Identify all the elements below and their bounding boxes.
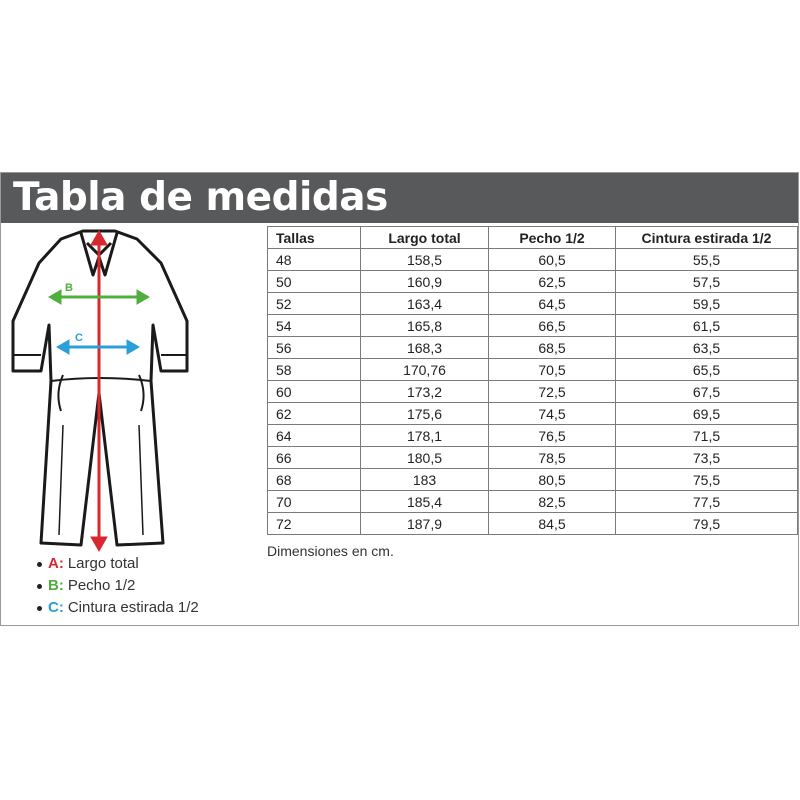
table-cell: 72,5	[489, 381, 616, 403]
table-row	[268, 337, 798, 359]
table-cell: 70	[268, 491, 361, 513]
label-b: B	[65, 282, 73, 294]
column-header: Pecho 1/2	[489, 227, 616, 249]
table-cell: 55,5	[616, 249, 798, 271]
table-cell: 68,5	[489, 337, 616, 359]
bullet-icon	[37, 562, 42, 567]
legend	[37, 553, 199, 619]
legend-label: Pecho 1/2	[67, 577, 136, 594]
table-cell: 60	[268, 381, 361, 403]
table-cell: 84,5	[489, 513, 616, 535]
table-cell: 60,5	[489, 249, 616, 271]
title-bar	[1, 173, 798, 223]
table-row	[268, 315, 798, 337]
table-cell: 82,5	[489, 491, 616, 513]
column-header: Cintura estirada 1/2	[616, 227, 798, 249]
page-title: Tabla de medidas	[13, 175, 388, 220]
arrow-a-icon	[91, 231, 107, 551]
table-cell: 163,4	[361, 293, 489, 315]
table-cell: 67,5	[616, 381, 798, 403]
table-cell: 185,4	[361, 491, 489, 513]
bullet-icon	[37, 606, 42, 611]
table-cell: 77,5	[616, 491, 798, 513]
table-cell: 65,5	[616, 359, 798, 381]
table-row	[268, 381, 798, 403]
units-note: Dimensiones en cm.	[267, 543, 394, 559]
table-cell: 183	[361, 469, 489, 491]
table-cell: 57,5	[616, 271, 798, 293]
legend-label: Cintura estirada 1/2	[67, 599, 199, 616]
legend-key: C:	[48, 599, 64, 616]
table-cell: 66,5	[489, 315, 616, 337]
table-cell: 173,2	[361, 381, 489, 403]
legend-item-c	[37, 597, 199, 619]
table-cell: 74,5	[489, 403, 616, 425]
table-row	[268, 403, 798, 425]
table-row	[268, 469, 798, 491]
size-table	[267, 226, 798, 535]
table-cell: 80,5	[489, 469, 616, 491]
table-cell: 64	[268, 425, 361, 447]
table-row	[268, 491, 798, 513]
table-row	[268, 359, 798, 381]
coverall-diagram	[3, 225, 199, 555]
table-cell: 170,76	[361, 359, 489, 381]
table-cell: 165,8	[361, 315, 489, 337]
table-cell: 54	[268, 315, 361, 337]
table-row	[268, 447, 798, 469]
table-cell: 178,1	[361, 425, 489, 447]
table-cell: 160,9	[361, 271, 489, 293]
column-header: Tallas	[268, 227, 361, 249]
table-cell: 56	[268, 337, 361, 359]
legend-item-b	[37, 575, 199, 597]
table-cell: 79,5	[616, 513, 798, 535]
table-row	[268, 271, 798, 293]
table-cell: 78,5	[489, 447, 616, 469]
legend-item-a	[37, 553, 199, 575]
table-cell: 70,5	[489, 359, 616, 381]
table-cell: 69,5	[616, 403, 798, 425]
legend-label: Largo total	[67, 555, 139, 572]
table-row	[268, 249, 798, 271]
table-cell: 158,5	[361, 249, 489, 271]
table-cell: 52	[268, 293, 361, 315]
table-cell: 72	[268, 513, 361, 535]
table-body	[268, 249, 798, 535]
legend-key: A:	[48, 555, 64, 572]
table-cell: 168,3	[361, 337, 489, 359]
table-cell: 63,5	[616, 337, 798, 359]
table-row	[268, 513, 798, 535]
table-cell: 68	[268, 469, 361, 491]
table-cell: 66	[268, 447, 361, 469]
size-chart-card	[0, 172, 799, 626]
table-cell: 187,9	[361, 513, 489, 535]
table-cell: 48	[268, 249, 361, 271]
legend-key: B:	[48, 577, 64, 594]
table-cell: 61,5	[616, 315, 798, 337]
table-cell: 175,6	[361, 403, 489, 425]
table-cell: 59,5	[616, 293, 798, 315]
table-cell: 71,5	[616, 425, 798, 447]
table-cell: 76,5	[489, 425, 616, 447]
label-c: C	[75, 332, 83, 344]
table-header-row	[268, 227, 798, 249]
table-cell: 180,5	[361, 447, 489, 469]
table-cell: 75,5	[616, 469, 798, 491]
table-cell: 62	[268, 403, 361, 425]
table-cell: 64,5	[489, 293, 616, 315]
table-row	[268, 293, 798, 315]
column-header: Largo total	[361, 227, 489, 249]
table-cell: 62,5	[489, 271, 616, 293]
table-cell: 58	[268, 359, 361, 381]
bullet-icon	[37, 584, 42, 589]
table-cell: 50	[268, 271, 361, 293]
table-cell: 73,5	[616, 447, 798, 469]
table-row	[268, 425, 798, 447]
